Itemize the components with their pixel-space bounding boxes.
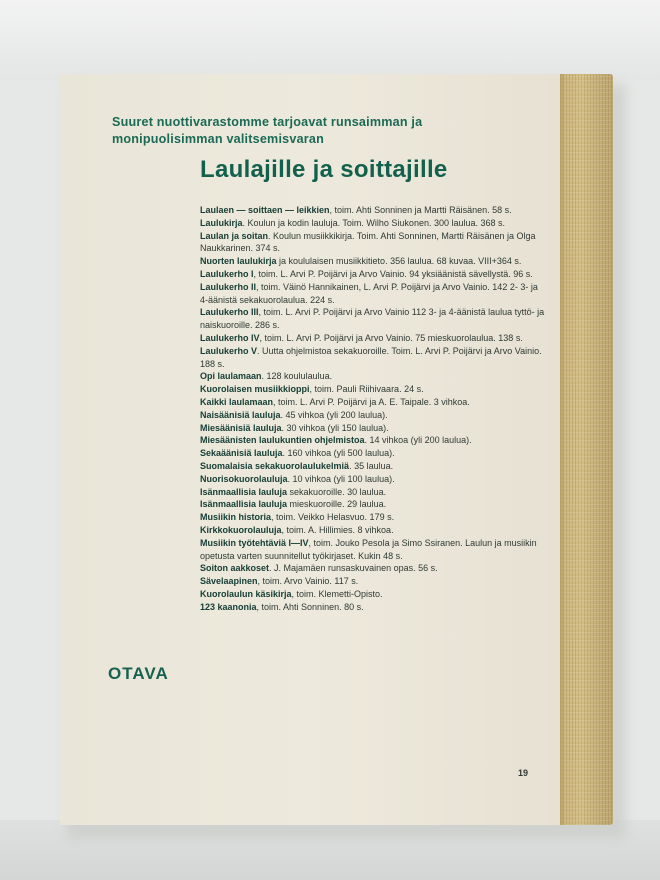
entry-title: Laulukerho IV bbox=[200, 332, 260, 343]
entry-description: . 128 koululaulua. bbox=[261, 371, 333, 382]
catalogue-entry bbox=[200, 524, 546, 537]
entry-description: , toim. L. Arvi P. Poijärvi ja Arvo Vainio. 94 yksiäänistä sävellystä. 96 s. bbox=[253, 268, 533, 279]
entry-title: 123 kaanonia bbox=[200, 601, 257, 612]
entry-description: . 35 laulua. bbox=[349, 460, 394, 471]
entry-description: . Koulun ja kodin lauluja. Toim. Wilho Siukonen. 300 laulua. 368 s. bbox=[242, 217, 506, 228]
catalogue-entry bbox=[200, 588, 546, 601]
entry-title: Kuorolaisen musiikkioppi bbox=[200, 384, 310, 395]
entry-title: Laulukerho I bbox=[200, 268, 254, 279]
entry-title: Isänmaallisia lauluja bbox=[200, 499, 288, 510]
entry-title: Miesäänisiä lauluja bbox=[200, 422, 282, 433]
entry-title: Laulukirja bbox=[200, 217, 243, 228]
entry-description: , toim. L. Arvi P. Poijärvi ja Arvo Vainio 112 3- ja 4-äänistä laulua tyttö- ja naiskuoroille. 286 s. bbox=[200, 307, 545, 331]
entry-title: Isänmaallisia lauluja bbox=[200, 486, 288, 497]
catalogue-entry bbox=[200, 460, 546, 473]
publisher-logo: OTAVA bbox=[108, 664, 169, 683]
catalogue-entry bbox=[200, 562, 546, 575]
entry-title: Laulukerho V bbox=[200, 345, 258, 356]
entry-title: Kirkkokuorolauluja bbox=[200, 524, 282, 535]
entry-title: Kuorolaulun käsikirja bbox=[200, 588, 292, 599]
catalogue-entry bbox=[200, 204, 546, 217]
entry-title: Laulaen — soittaen — leikkien bbox=[200, 205, 330, 215]
entry-description: mieskuoroille. 29 laulua. bbox=[287, 499, 387, 510]
entry-title: Kaikki laulamaan bbox=[200, 396, 274, 407]
catalogue-entry bbox=[200, 383, 546, 396]
entry-description: . Koulun musiikkikirja. Toim. Ahti Sonninen, Martti Räisänen ja Olga Naukkarinen. 374 s. bbox=[200, 230, 536, 254]
entry-description: . 14 vihkoa (yli 200 laulua). bbox=[364, 435, 472, 446]
entry-title: Suomalaisia sekakuorolaulukelmiä bbox=[200, 460, 350, 471]
catalogue-entry bbox=[200, 434, 546, 447]
book-spine bbox=[560, 74, 613, 825]
entry-title: Laulukerho III bbox=[200, 307, 259, 318]
entry-title: Naisäänisiä lauluja bbox=[200, 409, 281, 420]
entry-description: , toim. Pauli Riihivaara. 24 s. bbox=[309, 384, 424, 395]
entry-description: . 30 vihkoa (yli 150 laulua). bbox=[281, 422, 389, 433]
catalogue-entry bbox=[200, 281, 546, 307]
catalogue-entry bbox=[200, 498, 546, 511]
entry-title: Musiikin työtehtäviä I—IV bbox=[200, 537, 309, 548]
catalogue-list bbox=[200, 204, 546, 614]
entry-title: Musiikin historia bbox=[200, 512, 272, 523]
catalogue-entry bbox=[200, 486, 546, 499]
catalogue-entry bbox=[200, 473, 546, 486]
entry-description: , toim. L. Arvi P. Poijärvi ja Arvo Vainio. 75 mieskuorolaulua. 138 s. bbox=[259, 332, 523, 343]
catalogue-entry bbox=[200, 409, 546, 422]
entry-description: , toim. Ahti Sonninen. 80 s. bbox=[256, 601, 364, 612]
entry-description: , toim. Veikko Helasvuo. 179 s. bbox=[271, 512, 395, 523]
catalogue-entry bbox=[200, 217, 546, 230]
entry-description: , toim. Ahti Sonninen ja Martti Räisänen. 58 s. bbox=[329, 205, 512, 215]
catalogue-entry bbox=[200, 268, 546, 281]
entry-description: . J. Majamäen runsaskuvainen opas. 56 s. bbox=[269, 563, 438, 574]
catalogue-entry bbox=[200, 537, 546, 563]
headline: Laulajille ja soittajille bbox=[200, 156, 448, 183]
catalogue-entry bbox=[200, 332, 546, 345]
entry-description: sekakuoroille. 30 laulua. bbox=[287, 486, 387, 497]
entry-description: , toim. A. Hillimies. 8 vihkoa. bbox=[281, 524, 394, 535]
page-number: 19 bbox=[518, 768, 529, 778]
catalogue-entry bbox=[200, 575, 546, 588]
intro-text: Suuret nuottivarastomme tarjoavat runsaimman ja monipuolisimman valitsemisvaran bbox=[112, 115, 423, 146]
entry-description: ja koululaisen musiikkitieto. 356 laulua. 68 kuvaa. VIII+364 s. bbox=[276, 256, 522, 267]
background-top bbox=[0, 0, 660, 80]
catalogue-entry bbox=[200, 255, 546, 268]
catalogue-entry bbox=[200, 422, 546, 435]
entry-description: , toim. Klemetti-Opisto. bbox=[291, 588, 383, 599]
catalogue-entry bbox=[200, 370, 546, 383]
entry-title: Nuorisokuorolauluja bbox=[200, 473, 288, 484]
catalogue-entry bbox=[200, 447, 546, 460]
entry-title: Opi laulamaan bbox=[200, 371, 262, 382]
entry-title: Sävelaapinen bbox=[200, 576, 258, 587]
entry-description: . Uutta ohjelmistoa sekakuoroille. Toim. L. Arvi P. Poijärvi ja Arvo Vainio. 188 s. bbox=[200, 345, 542, 369]
book-back-cover bbox=[60, 74, 613, 825]
entry-title: Nuorten laulukirja bbox=[200, 256, 277, 267]
catalogue-entry bbox=[200, 306, 546, 332]
entry-title: Laulukerho II bbox=[200, 281, 257, 292]
entry-description: . 45 vihkoa (yli 200 laulua). bbox=[280, 409, 388, 420]
entry-description: . 10 vihkoa (yli 100 laulua). bbox=[287, 473, 395, 484]
entry-title: Miesäänisten laulukuntien ohjelmistoa bbox=[200, 435, 365, 446]
entry-description: , toim. Väinö Hannikainen, L. Arvi P. Poijärvi ja Arvo Vainio. 142 2- 3- ja 4-äänistä sekakuorolaulua. 224 s. bbox=[200, 281, 538, 305]
entry-description: , toim. Jouko Pesola ja Simo Ssiranen. Laulun ja musiikin opetusta varten suunnitellut työkirjaset. Kukin 48 s. bbox=[200, 537, 537, 561]
entry-description: , toim. Arvo Vainio. 117 s. bbox=[257, 576, 359, 587]
catalogue-entry bbox=[200, 396, 546, 409]
catalogue-entry bbox=[200, 511, 546, 524]
entry-title: Soiton aakkoset bbox=[200, 563, 270, 574]
entry-description: , toim. L. Arvi P. Poijärvi ja A. E. Taipale. 3 vihkoa. bbox=[273, 396, 470, 407]
entry-title: Laulan ja soitan bbox=[200, 230, 269, 241]
spine-edge bbox=[560, 74, 564, 825]
catalogue-entry bbox=[200, 345, 546, 371]
cover-panel bbox=[60, 74, 561, 825]
entry-title: Sekaäänisiä lauluja bbox=[200, 448, 283, 459]
catalogue-entry bbox=[200, 230, 546, 256]
entry-description: . 160 vihkoa (yli 500 laulua). bbox=[282, 448, 395, 459]
catalogue-entry bbox=[200, 601, 546, 614]
